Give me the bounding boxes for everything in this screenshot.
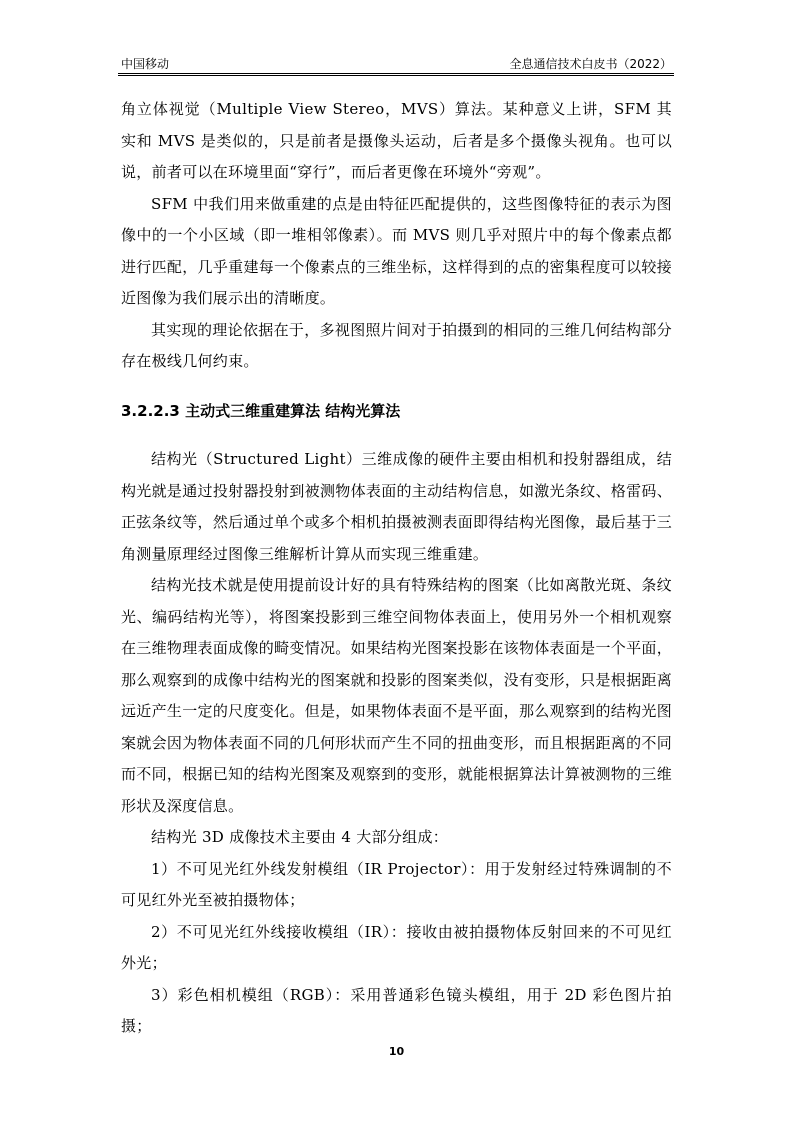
section-heading: 3.2.2.3 主动式三维重建算法 结构光算法 (121, 401, 401, 420)
paragraph-components-intro: 结构光 3D 成像技术主要由 4 大部分组成： (151, 828, 449, 846)
header-document-title: 全息通信技术白皮书（2022） (509, 57, 672, 71)
paragraph-sfm-mvs-comparison: SFM 中我们用来做重建的点是由特征匹配提供的，这些图像特征的表示为图像中的一个小区域（即一堆相邻像素）。而 MVS 则几乎对照片中的每个像素点都进行匹配，几乎重建每一个像素点的三维坐标，这样得到的点的密集程度可以较接近图像为我们展示出的清晰度。 (121, 194, 672, 307)
list-item-rgb-camera: 3）彩色相机模组（RGB）：采用普通彩色镜头模组，用于 2D 彩色图片拍摄； (121, 985, 672, 1035)
paragraph-structured-light-intro: 结构光（Structured Light）三维成像的硬件主要由相机和投射器组成，结构光就是通过投射器投射到被测物体表面的主动结构信息，如激光条纹、格雷码、正弦条纹等，然后通过单个或多个相机拍摄被测表面即得结构光图像，最后基于三角测量原理经过图像三维解析计算从而实现三维重建。 (121, 450, 672, 563)
paragraph-structured-light-principle: 结构光技术就是使用提前设计好的具有特殊结构的图案（比如离散光斑、条纹光、编码结构光等），将图案投影到三维空间物体表面上，使用另外一个相机观察在三维物理表面成像的畸变情况。如果结构光图案投影在该物体表面是一个平面，那么观察到的成像中结构光的图案就和投影的图案类似，没有变形，只是根据距离远近产生一定的尺度变化。但是，如果物体表面不是平面，那么观察到的结构光图案就会因为物体表面不同的几何形状而产生不同的扭曲变形，而且根据距离的不同而不同，根据已知的结构光图案及观察到的变形，就能根据算法计算被测物的三维形状及深度信息。 (121, 576, 672, 815)
header-divider (118, 73, 674, 76)
page-number: 10 (388, 1045, 405, 1058)
paragraph-mvs-continuation: 角立体视觉（Multiple View Stereo，MVS）算法。某种意义上讲，SFM 其实和 MVS 是类似的，只是前者是摄像头运动，后者是多个摄像头视角。也可以说，前者可以在环境里面“穿行”，而后者更像在环境外“旁观”。 (121, 100, 672, 181)
document-body (121, 94, 672, 1043)
list-item-ir-receiver: 2）不可见光红外线接收模组（IR）：接收由被拍摄物体反射回来的不可见红外光； (121, 922, 672, 972)
list-item-ir-projector: 1）不可见光红外线发射模组（IR Projector）：用于发射经过特殊调制的不可见红外光至被拍摄物体； (121, 859, 672, 909)
page-header (0, 0, 793, 80)
header-org-name: 中国移动 (121, 57, 170, 71)
paragraph-epipolar-constraint: 其实现的理论依据在于，多视图照片间对于拍摄到的相同的三维几何结构部分存在极线几何约束。 (121, 320, 672, 370)
